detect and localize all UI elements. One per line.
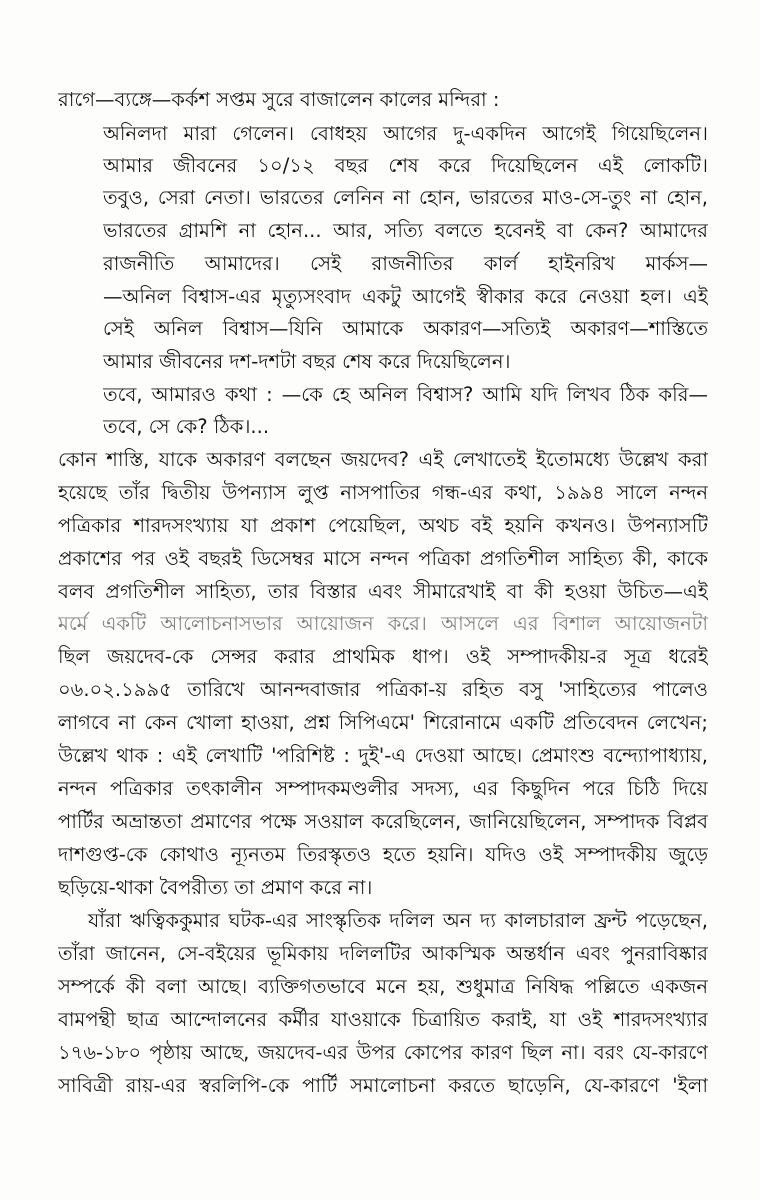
paragraph1-line-1: কোন শাস্তি, যাকে অকারণ বলছেন জয়দেব? এই লেখাতেই ইতোমধ্যে উল্লেখ করা	[58, 448, 708, 471]
paragraph1-line-2: হয়েছে তাঁর দ্বিতীয় উপন্যাস লুপ্ত নাসপাতির গন্ধ-এর কথা, ১৯৯৪ সালে নন্দন	[58, 481, 708, 504]
paragraph1-line-6: মর্মে একটি আলোচনাসভার আয়োজন করে। আসলে এর বিশাল আয়োজনটা	[58, 612, 708, 635]
paragraph1-line-4: প্রকাশের পর ওই বছরই ডিসেম্বর মাসে নন্দন পত্রিকা প্রগতিশীল সাহিত্য কী, কাকে	[58, 547, 708, 570]
quote-line-6: —অনিল বিশ্বাস-এর মৃত্যুসংবাদ একটু আগেই স্বীকার করে নেওয়া হল। এই	[103, 285, 708, 308]
opening-line: রাগে—ব্যঙ্গে—কর্কশ সপ্তম সুরে বাজালেন কালের মন্দিরা :	[58, 88, 500, 111]
paragraph1-line-13: দাশগুপ্ত-কে কোথাও ন্যূনতম তিরস্কৃতও হতে হয়নি। যদিও ওই সম্পাদকীয় জুড়ে	[58, 843, 708, 866]
paragraph1-line-8: ০৬.০২.১৯৯৫ তারিখে আনন্দবাজার পত্রিকা-য় রহিত বসু 'সাহিত্যের পালেও	[58, 678, 708, 701]
paragraph2-line-3: সম্পর্কে কী বলা আছে। ব্যক্তিগতভাবে মনে হয়, শুধুমাত্র নিষিদ্ধ পল্লিতে একজন	[58, 975, 708, 998]
paragraph1-line-10: উল্লেখ থাক : এই লেখাটি 'পরিশিষ্ট : দুই'-এ দেওয়া আছে। প্রেমাংশু বন্দ্যোপাধ্যায়,	[58, 744, 708, 767]
paragraph2-line-5: ১৭৬-১৮০ পৃষ্ঠায় আছে, জয়দেব-এর উপর কোপের কারণ ছিল না। বরং যে-কারণে	[58, 1041, 708, 1064]
quote-line-2: আমার জীবনের ১০/১২ বছর শেষ করে দিয়েছিলেন এই লোকটি।	[103, 154, 708, 177]
quote-line-4: ভারতের গ্রামশি না হোন... আর, সত্যি বলতে হবেনই বা কেন? আমাদের	[103, 219, 708, 242]
paragraph1-line-14: ছড়িয়ে-থাকা বৈপরীত্য তা প্রমাণ করে না।	[58, 876, 373, 899]
paragraph1-line-7: ছিল জয়দেব-কে সেন্সর করার প্রাথমিক ধাপ। ওই সম্পাদকীয়-র সূত্র ধরেই	[58, 645, 708, 668]
quote-line-10: তবে, সে কে? ঠিক।...	[103, 415, 270, 438]
paragraph2-line-4: বামপন্থী ছাত্র আন্দোলনের কর্মীর যাওয়াকে চিত্রায়িত করাই, যা ওই শারদসংখ্যার	[58, 1008, 708, 1031]
quote-line-9: তবে, আমারও কথা : —কে হে অনিল বিশ্বাস? আমি যদি লিখব ঠিক করি—	[103, 383, 708, 406]
paragraph1-line-12: পার্টির অভ্রান্ততা প্রমাণের পক্ষে সওয়াল করেছিলেন, জানিয়েছিলেন, সম্পাদক বিপ্লব	[58, 810, 708, 833]
paragraph1-line-11: নন্দন পত্রিকার তৎকালীন সম্পাদকমণ্ডলীর সদস্য, এর কিছুদিন পরে চিঠি দিয়ে	[58, 777, 708, 800]
quote-line-1: অনিলদা মারা গেলেন। বোধহয় আগের দু-একদিন আগেই গিয়েছিলেন।	[103, 122, 708, 145]
paragraph2-line-1: যাঁরা ঋত্বিককুমার ঘটক-এর সাংস্কৃতিক দলিল অন দ্য কালচারাল ফ্রন্ট পড়েছেন,	[88, 909, 708, 932]
paragraph1-line-5: বলব প্রগতিশীল সাহিত্য, তার বিস্তার এবং সীমারেখাই বা কী হওয়া উচিত—এই	[58, 580, 708, 603]
quote-line-5: রাজনীতি আমাদের। সেই রাজনীতির কার্ল হাইনরিখ মার্কস—	[103, 252, 708, 275]
paragraph2-line-2: তাঁরা জানেন, সে-বইয়ের ভূমিকায় দলিলটির আকস্মিক অন্তর্ধান এবং পুনরাবিষ্কার	[58, 942, 708, 965]
paragraph1-line-9: লাগবে না কেন খোলা হাওয়া, প্রশ্ন সিপিএমে' শিরোনামে একটি প্রতিবেদন লেখেন;	[58, 711, 708, 734]
paragraph2-line-6: সাবিত্রী রায়-এর স্বরলিপি-কে পার্টি সমালোচনা করতে ছাড়েনি, যে-কারণে 'ইলা	[58, 1074, 708, 1097]
paragraph1-line-3: পত্রিকার শারদসংখ্যায় যা প্রকাশ পেয়েছিল, অথচ বই হয়নি কখনও। উপন্যাসটি	[58, 514, 708, 537]
quote-line-3: তবুও, সেরা নেতা। ভারতের লেনিন না হোন, ভারতের মাও-সে-তুং না হোন,	[103, 186, 708, 209]
quote-line-7: সেই অনিল বিশ্বাস—যিনি আমাকে অকারণ—সত্যিই অকারণ—শাস্তিতে	[103, 317, 708, 340]
quote-line-8: আমার জীবনের দশ-দশটা বছর শেষ করে দিয়েছিলেন।	[103, 350, 511, 373]
